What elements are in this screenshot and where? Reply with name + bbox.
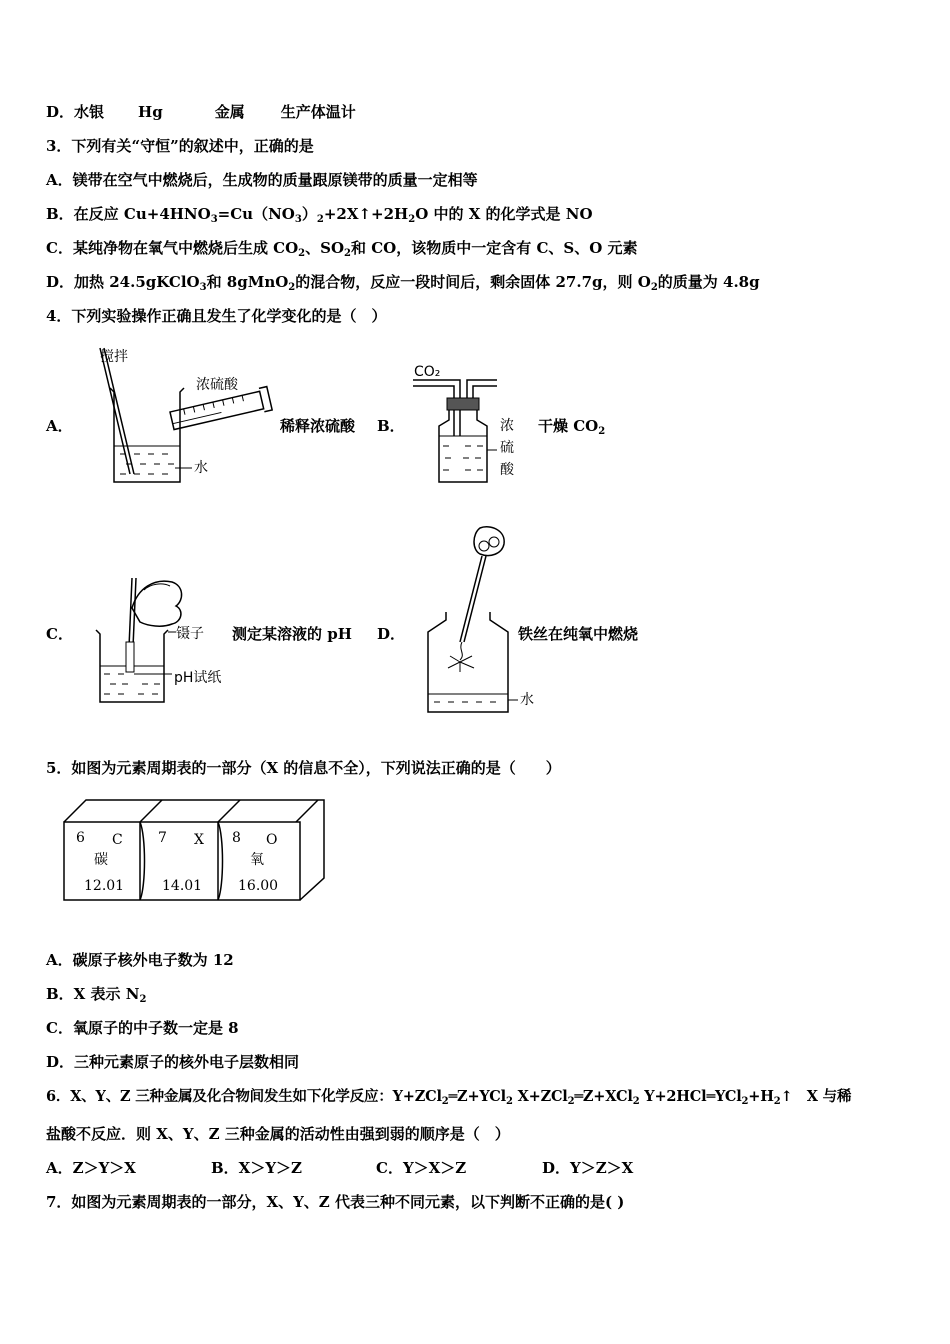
q6-option-b: B．X＞Y＞Z	[211, 1159, 302, 1177]
cell-1-number: 7	[158, 830, 167, 846]
q2d-name: 水银	[74, 103, 105, 121]
cell-2-number: 8	[232, 830, 241, 846]
q6-option-a: A．Z＞Y＞X	[46, 1159, 136, 1177]
q6-option-c: C．Y＞X＞Z	[376, 1159, 467, 1177]
cell-0-mass: 12.01	[84, 878, 125, 894]
cell-2	[232, 830, 278, 894]
q3-option-a: A．镁带在空气中燃烧后，生成物的质量跟原镁带的质量一定相等	[46, 171, 478, 189]
cell-0-symbol: C	[112, 832, 123, 848]
q4c-label-tweezers: 镊子	[176, 626, 204, 642]
cell-0	[76, 830, 124, 894]
q4b-label-acid-3: 酸	[500, 462, 514, 478]
q4d-diagram	[420, 522, 530, 717]
q4a-letter: A．	[46, 417, 73, 435]
q7-stem: 7．如图为元素周期表的一部分，X、Y、Z 代表三种不同元素，以下判断不正确的是( )	[46, 1193, 625, 1211]
q5-option-a: A．碳原子核外电子数为 12	[46, 951, 234, 969]
q5-option-b: B．X 表示 $N_2$	[46, 985, 147, 1005]
q4c-caption: 测定某溶液的 pH	[232, 625, 352, 643]
q2d-use: 生产体温计	[280, 103, 356, 121]
q6-stem-line2: 盐酸不反应．则 X、Y、Z 三种金属的活动性由强到弱的顺序是（ ）	[46, 1125, 510, 1143]
cell-2-symbol: O	[266, 832, 278, 848]
q4b-label-acid-2: 硫	[500, 440, 514, 456]
q2d-letter: D．	[46, 103, 75, 121]
q5-option-d: D．三种元素原子的核外电子层数相同	[46, 1053, 300, 1071]
q4b-caption: 干燥 $CO_2$	[538, 417, 606, 437]
q4b-label-acid-1: 浓	[500, 418, 514, 434]
q3-stem: 3．下列有关“守恒”的叙述中，正确的是	[46, 137, 314, 155]
q4d-letter: D．	[377, 625, 406, 643]
cell-2-name: 氧	[250, 852, 264, 868]
cell-0-number: 6	[76, 830, 85, 846]
q2d-category: 金属	[214, 103, 245, 121]
q6-option-d: D．Y＞Z＞X	[542, 1159, 634, 1177]
q4a-caption: 稀释浓硫酸	[280, 417, 356, 435]
q4c-diagram	[92, 570, 242, 710]
cell-1-mass: 14.01	[162, 878, 203, 894]
q5-periodic-table	[60, 796, 328, 904]
q4a-label-water: 水	[194, 460, 208, 476]
q3-option-d: D．加热 24.5gKClO$_3$和 8gMnO$_2$的混合物，反应一段时间后，剩余固体 27.7g，则 $O_2$的质量为 4.8g	[46, 273, 760, 293]
q5-option-c: C．氧原子的中子数一定是 8	[46, 1019, 239, 1037]
q4b-letter: B．	[377, 417, 405, 435]
cell-0-name: 碳	[94, 852, 108, 868]
q4d-caption: 铁丝在纯氧中燃烧	[518, 625, 639, 643]
q4-stem: 4．下列实验操作正确且发生了化学变化的是（ ）	[46, 307, 387, 325]
cell-1	[158, 830, 204, 894]
q4c-label-paper: pH试纸	[174, 670, 222, 686]
q3-option-c: C．某纯净物在氧气中燃烧后生成 $CO_2$、$SO_2$和 CO，该物质中一定含有 C、S、O 元素	[46, 239, 638, 259]
cell-2-mass: 16.00	[238, 878, 279, 894]
q2d-symbol: Hg	[138, 103, 163, 121]
q4a-label-stir: 搅拌	[100, 349, 128, 365]
q4c-letter: C．	[46, 625, 73, 643]
q3-option-b: B．在反应 $Cu+4HNO_3=Cu(NO_3)_2+2X↑+2H_2O$ 中的 X 的化学式是 NO	[46, 205, 593, 225]
q4a-label-acid: 浓硫酸	[196, 377, 238, 393]
q5-stem: 5．如图为元素周期表的一部分（X 的信息不全），下列说法正确的是（ ）	[46, 759, 561, 777]
q6-options	[46, 1158, 633, 1178]
q4d-label-water: 水	[520, 692, 534, 708]
q2-option-d	[46, 102, 356, 122]
q6-stem-line1: 6．X、Y、Z 三种金属及化合物间发生如下化学反应：Y+ZCl$_2$═Z+YCl$_2$ X+ZCl$_2$═Z+XCl$_2$ $Y+2HCl═YCl_2+H_2↑$ X 与稀	[46, 1088, 852, 1107]
q4b-label-gas: CO₂	[414, 364, 441, 380]
cell-1-symbol: X	[194, 832, 204, 848]
